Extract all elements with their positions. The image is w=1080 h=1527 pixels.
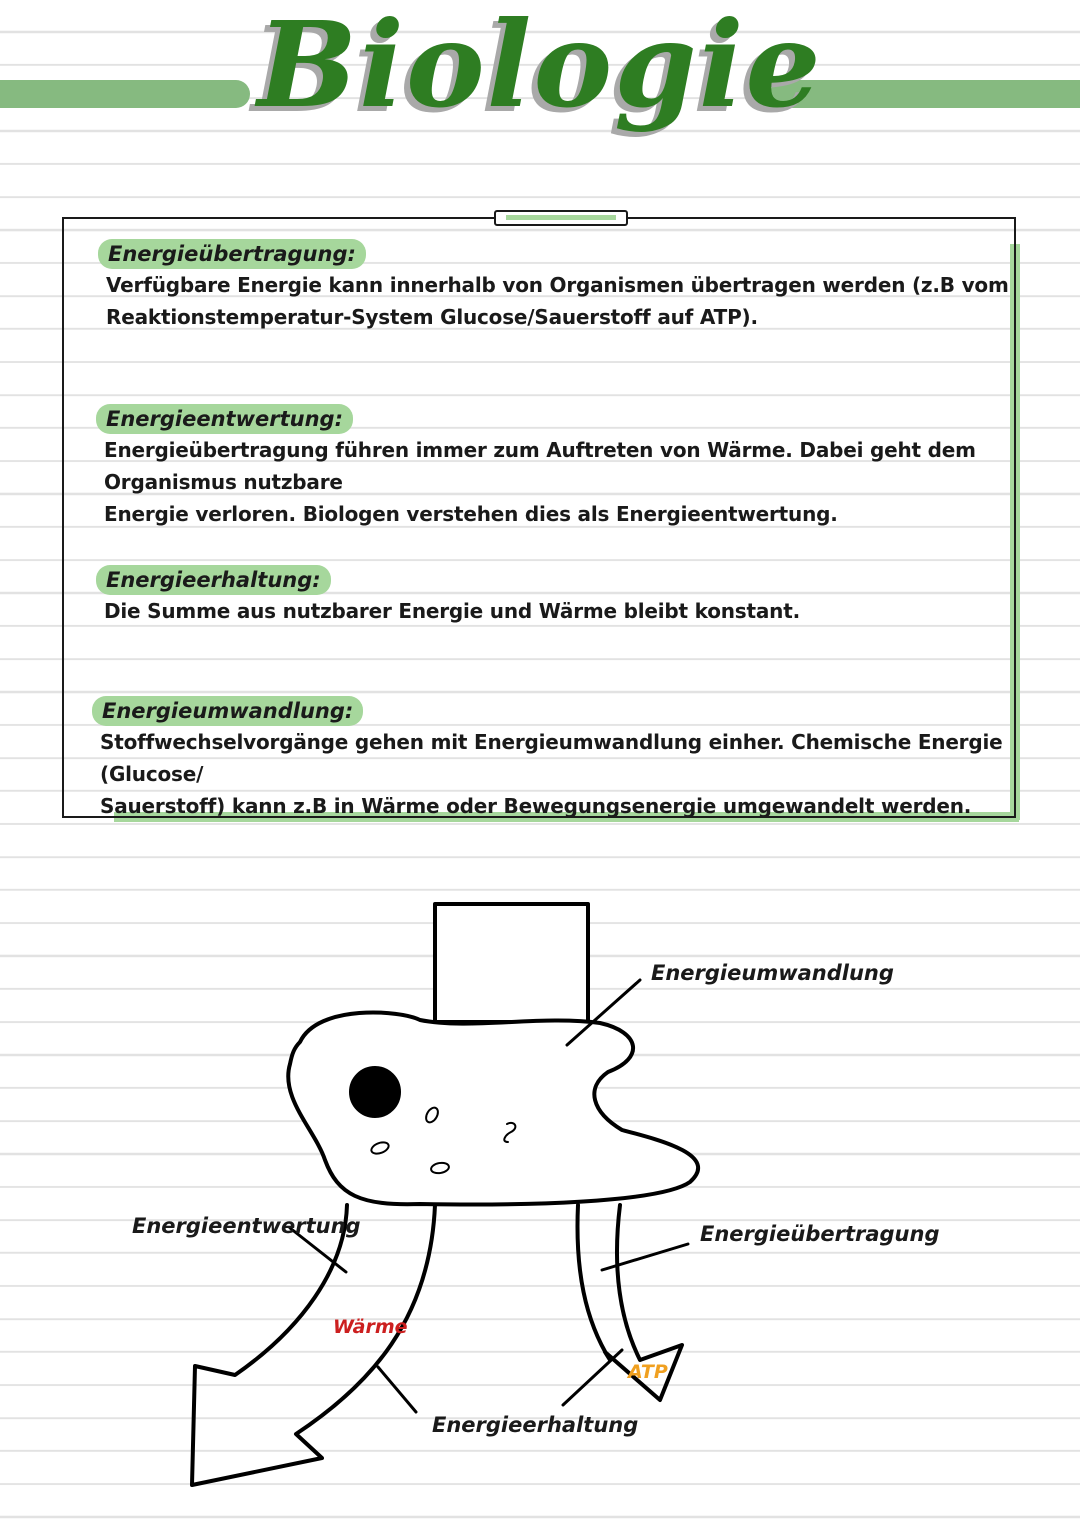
label-energieumwandlung: Energieumwandlung — [651, 961, 894, 985]
definition-energieentwertung — [104, 404, 1080, 530]
leader-erhaltung-left — [378, 1367, 416, 1412]
energy-input-box — [435, 904, 588, 1022]
energy-flow-diagram — [0, 880, 1080, 1520]
definition-line: Stoffwechselvorgänge gehen mit Energieumwandlung einher. Chemische Energie (Glucose/ — [100, 730, 1003, 786]
leader-uebertragung — [602, 1244, 688, 1270]
page-title: Biologie — [257, 0, 823, 134]
definition-energieerhaltung — [104, 565, 800, 627]
label-energieuebertragung: Energieübertragung — [700, 1222, 940, 1246]
definition-line: Verfügbare Energie kann innerhalb von Organismen übertragen werden (z.B vom — [106, 273, 1009, 297]
definition-heading: Energieerhaltung: — [96, 565, 331, 595]
label-atp: ATP — [628, 1361, 668, 1383]
definition-energieumwandlung — [100, 696, 1080, 822]
label-energieentwertung: Energieentwertung — [132, 1214, 361, 1238]
definition-heading: Energieentwertung: — [96, 404, 353, 434]
cell-shape — [288, 1012, 698, 1204]
definition-heading: Energieübertragung: — [98, 239, 366, 269]
label-energieerhaltung: Energieerhaltung — [432, 1413, 639, 1437]
definition-line: Energie verloren. Biologen verstehen dies als Energieentwertung. — [104, 502, 838, 526]
definition-energieuebertragung — [106, 239, 1009, 333]
cell-nucleus — [351, 1068, 399, 1116]
definition-line: Die Summe aus nutzbarer Energie und Wärme bleibt konstant. — [104, 599, 800, 623]
label-waerme: Wärme — [333, 1316, 408, 1338]
paper-clip-tab — [494, 210, 628, 226]
definition-line: Energieübertragung führen immer zum Auftreten von Wärme. Dabei geht dem Organismus nutzbare — [104, 438, 976, 494]
leader-erhaltung-right — [563, 1350, 622, 1405]
definition-line: Sauerstoff) kann z.B in Wärme oder Bewegungsenergie umgewandelt werden. — [100, 794, 972, 818]
definition-heading: Energieumwandlung: — [92, 696, 363, 726]
definition-line: Reaktionstemperatur-System Glucose/Sauerstoff auf ATP). — [106, 305, 758, 329]
